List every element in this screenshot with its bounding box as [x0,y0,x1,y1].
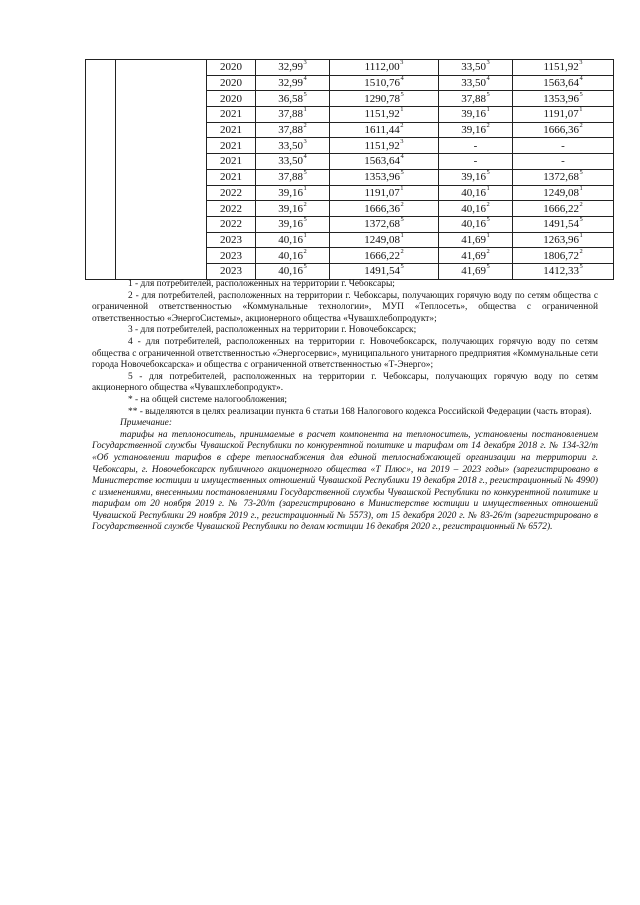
cell-value: 2020 [220,61,242,74]
footnote-ref: 2 [400,200,404,208]
year-cell [207,107,256,123]
value-cell [330,185,439,201]
footnote-ref: 5 [303,90,307,98]
cell-value: 1491,54 [543,218,579,231]
value-cell [256,60,330,76]
cell-value: 1510,76 [364,77,400,90]
footnote-ref: 5 [486,216,490,224]
cell-value: 1563,64 [543,77,579,90]
cell-value: 37,88 [278,108,303,121]
value-cell [330,91,439,107]
footnote-ref: 1 [579,231,583,239]
footnote-ref: 4 [400,75,404,83]
value-cell [330,138,439,154]
value-cell [513,122,614,138]
footnote-ref: 4 [486,75,490,83]
value-cell [513,185,614,201]
footnote-ref: 1 [579,184,583,192]
value-cell [513,75,614,91]
cell-value: 33,50 [278,139,303,152]
value-cell [330,107,439,123]
value-cell [439,138,513,154]
value-cell [256,91,330,107]
cell-value: 33,50 [278,155,303,168]
cell-value: 39,16 [461,124,486,137]
cell-value: 37,88 [461,92,486,105]
footnote-ref: 4 [579,75,583,83]
merged-cell-empty-2 [116,60,207,280]
value-cell [513,60,614,76]
value-cell [256,263,330,279]
value-cell [513,263,614,279]
cell-value: 1151,92 [364,139,400,152]
cell-value: 40,16 [278,249,303,262]
value-cell [513,154,614,170]
cell-value: 2021 [220,108,242,121]
footnote-ref: 5 [303,216,307,224]
cell-value: 2021 [220,171,242,184]
value-cell [439,91,513,107]
value-cell [513,216,614,232]
cell-value: 37,88 [278,171,303,184]
footnote-ref: 2 [303,122,307,130]
year-cell [207,248,256,264]
footnote-ref: 3 [303,59,307,67]
cell-value: 2021 [220,155,242,168]
cell-value: 33,50 [461,77,486,90]
footnote-ref: 5 [303,263,307,271]
year-cell [207,60,256,76]
cell-value: 37,88 [278,124,303,137]
cell-value: 1151,92 [543,61,579,74]
footnote-ref: 5 [400,90,404,98]
footnote-ref: 5 [486,169,490,177]
value-cell [439,216,513,232]
cell-value: 1666,36 [364,202,400,215]
value-cell [439,107,513,123]
cell-value: 41,69 [461,249,486,262]
value-cell [439,201,513,217]
value-cell [439,185,513,201]
footnote-1: 1 - для потребителей, расположенных на территории г. Чебоксары; [128,279,395,289]
tariff-table [85,59,614,280]
footnote-ref: 4 [400,153,404,161]
merged-cell-empty-1 [86,60,116,280]
value-cell [439,169,513,185]
value-cell [513,169,614,185]
cell-value: 1353,96 [364,171,400,184]
footnote-star-1: * - на общей системе налогообложения; [128,394,287,405]
cell-value: 2023 [220,265,242,278]
cell-value: 2022 [220,202,242,215]
remark-text: тарифы на теплоноситель, принимаемые в расчет компонента на теплоноситель, установлены постановлением Государственной службы Чувашской Республики по конкурентной политике и тарифам от 14 декабря 2018 г. № 134-32/т «Об установлении тарифов в сфере теплоснабжения для единой теплоснабжающей организации на территории г. Чебоксары, г. Новочебоксарск публичного акционерного общества «Т Плюс», на 2019 – 2023 годы» (зарегистрировано в Министерстве юстиции и имущественных отношений Чувашской Республики 19 декабря 2018 г., регистрационный № 4990) с изменениями, внесенными постановлениями Государственной службы Чувашской Республики по конкурентной политике и тарифам от 20 ноября 2019 г. № 73-20/т (зарегистрировано в Министерстве юстиции и имущественных отношений Чувашской Республики 29 ноября 2019 г., регистрационный № 5573), от 15 декабря 2020 г. № 83-26/т (зарегистрировано в Государственной службе Чувашской Республики по делам юстиции 16 декабря 2020 г., регистрационный № 6572). [92,429,598,533]
cell-value: - [473,155,478,168]
footnote-ref: 2 [579,247,583,255]
year-cell [207,232,256,248]
cell-value: 36,58 [278,92,303,105]
footnote-ref: 3 [579,59,583,67]
cell-value: 41,69 [461,265,486,278]
footnote-ref: 5 [486,263,490,271]
value-cell [330,201,439,217]
cell-value: 1263,96 [543,233,579,246]
value-cell [330,154,439,170]
value-cell [256,154,330,170]
footnote-4: 4 - для потребителей, расположенных на территории г. Новочебоксарск, получающих горячую воду по сетям общества с ограниченной ответственностью «Энергосервис», муниципального унитарного предприятия «Коммунальные сети города Новочебоксарска» и общества с ограниченной ответственностью «Т-Энерго»; [92,336,598,371]
cell-value: 32,99 [278,77,303,90]
footnote-ref: 1 [303,106,307,114]
year-cell [207,138,256,154]
footnote-ref: 5 [400,169,404,177]
cell-value: 2023 [220,249,242,262]
value-cell [513,232,614,248]
year-cell [207,185,256,201]
footnote-ref: 4 [303,75,307,83]
footnote-ref: 2 [400,247,404,255]
footnote-2: 2 - для потребителей, расположенных на территории г. Чебоксары, получающих горячую воду по сетям общества с ограниченной ответственностью «Коммунальные технологии», МУП «Теплосеть», общества с ограниченной ответственностью «ЭнергоСистемы», акционерного общества «Чувашхлебопродукт»; [92,290,598,324]
cell-value: 40,16 [278,265,303,278]
cell-value: 39,16 [278,202,303,215]
cell-value: 1151,92 [364,108,400,121]
year-cell [207,169,256,185]
value-cell [513,201,614,217]
value-cell [439,263,513,279]
cell-value: 1353,96 [543,92,579,105]
cell-value: 39,16 [461,108,486,121]
cell-value: 2020 [220,77,242,90]
cell-value: 33,50 [461,61,486,74]
footnote-ref: 2 [579,122,583,130]
footnote-3: 3 - для потребителей, расположенных на территории г. Новочебоксарск; [128,325,417,336]
cell-value: 1412,33 [543,265,579,278]
year-cell [207,216,256,232]
cell-value: 1666,22 [543,202,579,215]
footnote-ref: 3 [400,137,404,145]
footnote-ref: 5 [400,216,404,224]
footnote-ref: 1 [486,106,490,114]
footnote-ref: 2 [486,122,490,130]
value-cell [256,248,330,264]
cell-value: 40,16 [278,233,303,246]
year-cell [207,201,256,217]
footnote-star-2: ** - выделяются в целях реализации пункта 6 статьи 168 Налогового кодекса Российской Федерации (часть вторая). [128,406,592,417]
value-cell [330,169,439,185]
table-row [86,60,614,76]
value-cell [330,263,439,279]
cell-value: 40,16 [461,202,486,215]
footnote-ref: 2 [303,247,307,255]
footnote-ref: 1 [400,184,404,192]
cell-value: 2022 [220,186,242,199]
value-cell [513,248,614,264]
footnote-ref: 1 [486,231,490,239]
footnote-ref: 1 [400,106,404,114]
footnote-ref: 2 [486,247,490,255]
cell-value: 1666,36 [543,124,579,137]
footnote-ref: 5 [400,263,404,271]
cell-value: - [473,139,478,152]
cell-value: 40,16 [461,218,486,231]
value-cell [439,154,513,170]
value-cell [256,232,330,248]
cell-value: 1806,72 [543,249,579,262]
footnote-ref: 5 [303,169,307,177]
year-cell [207,154,256,170]
value-cell [330,60,439,76]
cell-value: 1249,08 [364,233,400,246]
value-cell [330,75,439,91]
value-cell [330,216,439,232]
footnote-ref: 1 [400,231,404,239]
value-cell [439,75,513,91]
cell-value: 1191,07 [364,186,400,199]
year-cell [207,75,256,91]
value-cell [256,107,330,123]
cell-value: 1666,22 [364,249,400,262]
value-cell [330,248,439,264]
footnote-ref: 5 [579,169,583,177]
footnote-ref: 1 [579,106,583,114]
footnote-ref: 2 [486,200,490,208]
value-cell [513,138,614,154]
footnote-ref: 5 [486,90,490,98]
cell-value: 1112,00 [364,61,400,74]
value-cell [513,91,614,107]
value-cell [439,248,513,264]
cell-value: 1491,54 [364,265,400,278]
cell-value: 41,69 [461,233,486,246]
cell-value: 2023 [220,233,242,246]
value-cell [256,75,330,91]
value-cell [256,216,330,232]
cell-value: 1372,68 [364,218,400,231]
footnote-ref: 2 [400,122,404,130]
cell-value: 1249,08 [543,186,579,199]
value-cell [256,138,330,154]
footnote-ref: 5 [579,90,583,98]
value-cell [330,232,439,248]
footnote-ref: 5 [579,216,583,224]
value-cell [256,185,330,201]
cell-value: 40,16 [461,186,486,199]
footnote-ref: 2 [303,200,307,208]
value-cell [256,122,330,138]
footnote-5: 5 - для потребителей, расположенных на территории г. Чебоксары, получающих горячую воду по сетям акционерного общества «Чувашхлебопродукт». [92,371,598,394]
value-cell [513,107,614,123]
footnote-ref: 3 [303,137,307,145]
footnotes [92,279,598,534]
footnote-ref: 1 [303,184,307,192]
value-cell [330,122,439,138]
footnote-ref: 2 [579,200,583,208]
year-cell [207,122,256,138]
cell-value: 39,16 [278,186,303,199]
value-cell [256,201,330,217]
cell-value: 2021 [220,124,242,137]
cell-value: 2020 [220,92,242,105]
cell-value: 1290,78 [364,92,400,105]
value-cell [256,169,330,185]
value-cell [439,60,513,76]
footnote-ref: 1 [303,231,307,239]
remark-title: Примечание: [120,418,172,429]
value-cell [439,232,513,248]
value-cell [439,122,513,138]
footnote-ref: 1 [486,184,490,192]
cell-value: - [561,155,565,168]
cell-value: 1191,07 [543,108,579,121]
footnote-ref: 5 [579,263,583,271]
footnote-ref: 3 [486,59,490,67]
year-cell [207,263,256,279]
cell-value: 1372,68 [543,171,579,184]
cell-value: 39,16 [278,218,303,231]
cell-value: 1563,64 [364,155,400,168]
cell-value: 2022 [220,218,242,231]
year-cell [207,91,256,107]
cell-value: 39,16 [461,171,486,184]
footnote-ref: 3 [400,59,404,67]
cell-value: 1611,44 [364,124,400,137]
cell-value: - [561,139,565,152]
cell-value: 2021 [220,139,242,152]
cell-value: 32,99 [278,61,303,74]
footnote-ref: 4 [303,153,307,161]
